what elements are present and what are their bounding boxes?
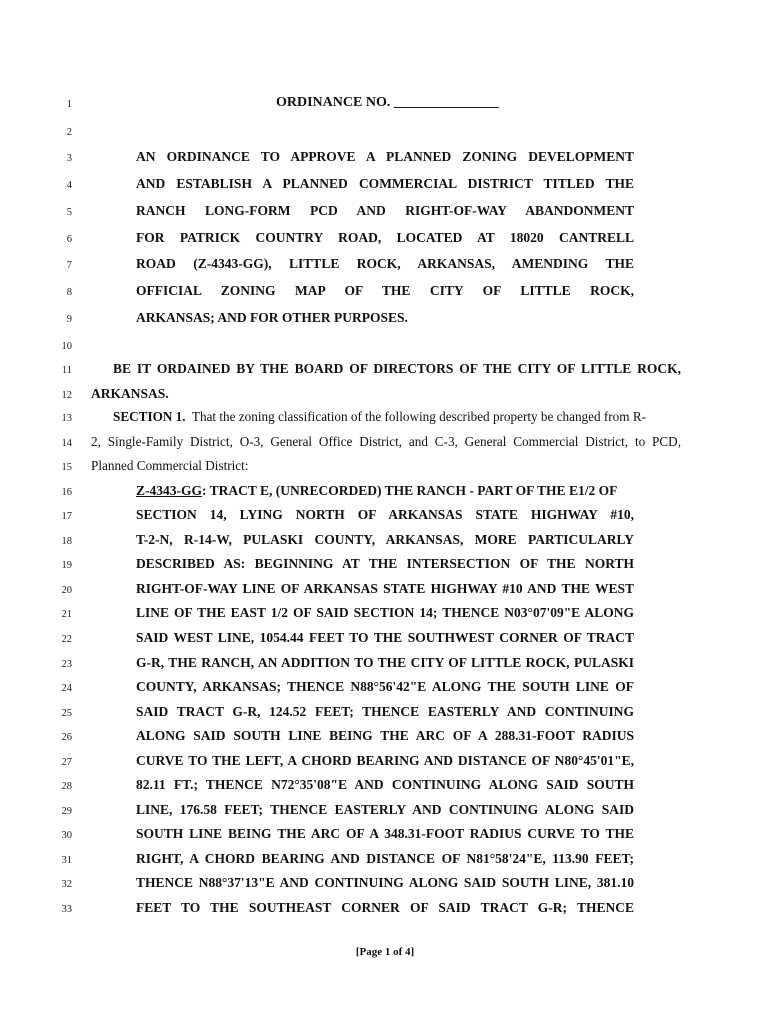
caption-line: ARKANSAS; AND FOR OTHER PURPOSES. (136, 310, 408, 325)
caption-line: FOR PATRICK COUNTRY ROAD, LOCATED AT 18020 CANTRELL (136, 230, 634, 245)
caption-line: AND ESTABLISH A PLANNED COMMERCIAL DISTRICT TITLED THE (136, 176, 634, 191)
ordinance-title: ORDINANCE NO. _______________ (276, 95, 499, 110)
document-line (0, 336, 770, 360)
section-1-text (113, 408, 681, 426)
line-number: 10 (61, 341, 72, 352)
line-number: 21 (61, 609, 72, 620)
document-line (0, 255, 770, 279)
line-number: 8 (66, 287, 72, 298)
document-line (0, 408, 770, 432)
legal-description-line: RIGHT-OF-WAY LINE OF ARKANSAS STATE HIGHWAY #10 AND THE WEST (136, 581, 634, 596)
document-line (0, 580, 770, 604)
legal-description-line: RIGHT, A CHORD BEARING AND DISTANCE OF N81°58'24"E, 113.90 FEET; (136, 851, 634, 866)
document-line (0, 433, 770, 457)
document-line (0, 482, 770, 506)
line-number: 29 (61, 806, 72, 817)
line-number: 26 (61, 732, 72, 743)
enacting-clause: BE IT ORDAINED BY THE BOARD OF DIRECTORS OF THE CITY OF LITTLE ROCK, (113, 361, 681, 376)
document-line (0, 175, 770, 199)
line-number: 18 (61, 536, 72, 547)
document-line (0, 531, 770, 555)
line-number: 15 (61, 462, 72, 473)
line-number: 28 (61, 781, 72, 792)
document-line (0, 850, 770, 874)
legal-description-line: SAID WEST LINE, 1054.44 FEET TO THE SOUTHWEST CORNER OF TRACT (136, 630, 634, 645)
document-line (0, 604, 770, 628)
line-number: 23 (61, 659, 72, 670)
document-line (0, 752, 770, 776)
legal-description-line: SOUTH LINE BEING THE ARC OF A 348.31-FOOT RADIUS CURVE TO THE (136, 826, 634, 841)
line-number: 22 (61, 634, 72, 645)
case-number: Z-4343-GG (136, 483, 202, 498)
line-number: 20 (61, 585, 72, 596)
legal-description-line: FEET TO THE SOUTHEAST CORNER OF SAID TRACT G-R; THENCE (136, 900, 634, 915)
document-line (0, 506, 770, 530)
document-line (0, 727, 770, 751)
line-number: 32 (61, 879, 72, 890)
document-line (0, 148, 770, 172)
document-line (0, 385, 770, 409)
line-number: 14 (61, 438, 72, 449)
line-number: 1 (66, 99, 72, 110)
legal-description-line: LINE OF THE EAST 1/2 OF SAID SECTION 14; THENCE N03°07'09"E ALONG (136, 605, 634, 620)
line-number: 33 (61, 904, 72, 915)
line-number: 24 (61, 683, 72, 694)
line-number: 5 (66, 207, 72, 218)
legal-description-line: COUNTY, ARKANSAS; THENCE N88°56'42"E ALONG THE SOUTH LINE OF (136, 679, 634, 694)
line-number: 31 (61, 855, 72, 866)
document-line (0, 678, 770, 702)
section-body: Planned Commercial District: (91, 458, 249, 473)
document-line (0, 825, 770, 849)
line-number: 6 (66, 234, 72, 245)
line-number: 27 (61, 757, 72, 768)
section-body: That the zoning classification of the following described property be changed from R- (191, 409, 647, 424)
legal-description-line: CURVE TO THE LEFT, A CHORD BEARING AND DISTANCE OF N80°45'01"E, (136, 753, 634, 768)
document-line (0, 229, 770, 253)
enacting-clause: ARKANSAS. (91, 386, 169, 401)
legal-description-line: G-R, THE RANCH, AN ADDITION TO THE CITY OF LITTLE ROCK, PULASKI (136, 655, 634, 670)
document-line (0, 899, 770, 923)
document-line (0, 555, 770, 579)
legal-description-line: DESCRIBED AS: BEGINNING AT THE INTERSECTION OF THE NORTH (136, 556, 634, 571)
document-line (0, 360, 770, 384)
document-line (0, 457, 770, 481)
document-line (0, 282, 770, 306)
document-line (0, 122, 770, 146)
legal-description-line: T-2-N, R-14-W, PULASKI COUNTY, ARKANSAS, MORE PARTICULARLY (136, 532, 634, 547)
line-number: 30 (61, 830, 72, 841)
section-body: 2, Single-Family District, O-3, General Office District, and C-3, General Commercial District, to PCD, (91, 434, 681, 449)
line-number: 9 (66, 314, 72, 325)
document-line (0, 654, 770, 678)
document-line (0, 94, 770, 118)
legal-description-line (136, 482, 634, 500)
line-number: 25 (61, 708, 72, 719)
line-number: 2 (66, 127, 72, 138)
legal-description-text: : TRACT E, (UNRECORDED) THE RANCH - PART OF THE E1/2 OF (202, 483, 618, 498)
line-number: 11 (61, 365, 72, 376)
document-line (0, 309, 770, 333)
page-footer: [Page 1 of 4] (355, 946, 415, 958)
line-number: 16 (61, 487, 72, 498)
caption-line: OFFICIAL ZONING MAP OF THE CITY OF LITTLE ROCK, (136, 283, 634, 298)
section-label: SECTION 1. (113, 409, 186, 424)
legal-description-line: SAID TRACT G-R, 124.52 FEET; THENCE EASTERLY AND CONTINUING (136, 704, 634, 719)
document-line (0, 874, 770, 898)
line-number: 13 (61, 413, 72, 424)
caption-line: ROAD (Z-4343-GG), LITTLE ROCK, ARKANSAS, AMENDING THE (136, 256, 634, 271)
legal-description-line: LINE, 176.58 FEET; THENCE EASTERLY AND CONTINUING ALONG SAID (136, 802, 634, 817)
line-number: 3 (66, 153, 72, 164)
legal-description-line: SECTION 14, LYING NORTH OF ARKANSAS STATE HIGHWAY #10, (136, 507, 634, 522)
document-line (0, 202, 770, 226)
document-line (0, 703, 770, 727)
line-number: 12 (61, 390, 72, 401)
legal-description-line: ALONG SAID SOUTH LINE BEING THE ARC OF A 288.31-FOOT RADIUS (136, 728, 634, 743)
legal-description-line: THENCE N88°37'13"E AND CONTINUING ALONG SAID SOUTH LINE, 381.10 (136, 875, 634, 890)
line-number: 19 (61, 560, 72, 571)
document-line (0, 801, 770, 825)
document-line (0, 776, 770, 800)
legal-description-line: 82.11 FT.; THENCE N72°35'08"E AND CONTINUING ALONG SAID SOUTH (136, 777, 634, 792)
caption-line: RANCH LONG-FORM PCD AND RIGHT-OF-WAY ABANDONMENT (136, 203, 634, 218)
line-number: 17 (61, 511, 72, 522)
caption-line: AN ORDINANCE TO APPROVE A PLANNED ZONING DEVELOPMENT (136, 149, 634, 164)
line-number: 4 (66, 180, 72, 191)
document-line (0, 629, 770, 653)
line-number: 7 (66, 260, 72, 271)
